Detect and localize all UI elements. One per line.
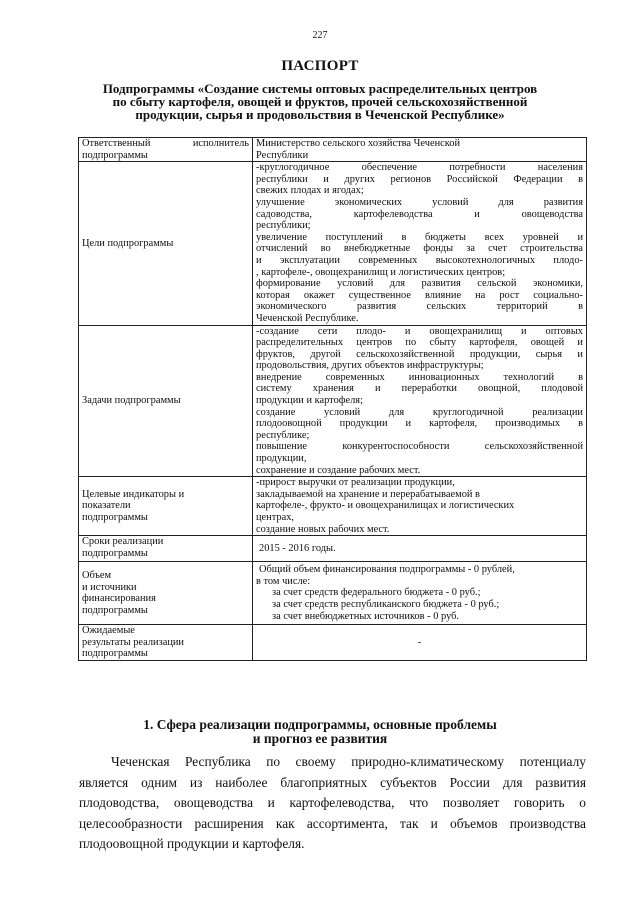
goals-line: отчислений во внебюджетные фонды за счет строительства [256,243,583,255]
indicators-value [253,477,587,536]
indicators-line: создание новых рабочих мест. [256,523,390,535]
row-terms [79,536,587,562]
funding-label-line: финансирования [82,593,156,605]
goals-line: республики и других регионов Российской Федерации в [256,173,583,185]
results-label-line: результаты реализации [82,636,184,648]
row-tasks [79,325,587,477]
tasks-label: Задачи подпрограммы [79,325,253,477]
goals-line: увеличение поступлений в бюджеты всех уровней и [256,231,583,243]
indicators-line: -прирост выручки от реализации продукции, [256,477,455,489]
funding-label-line: Объем [82,569,112,581]
goals-line: формирование условий для развития сельской экономики, [256,278,583,290]
goals-value [253,162,587,325]
goals-line: которая окажет существенное влияние на рост социально- [256,289,583,301]
goals-line: , картофеле-, овощехранилищ и логистических центров; [256,266,506,278]
responsible-value-line: Министерство сельского хозяйства Чеченской [256,138,461,149]
indicators-line: картофеле-, фрукто- и овощехранилищах и логистических [256,500,515,512]
document-title: ПАСПОРТ [281,58,359,74]
results-label-line: Ожидаемые [82,625,135,637]
goals-line: -круглогодичное обеспечение потребности населения [256,162,583,174]
tasks-line: -создание сети плодо- и овощехранилищ и оптовых [256,325,583,337]
goals-label: Цели подпрограммы [79,162,253,325]
tasks-line: внедрение современных инновационных технологий в [256,371,583,383]
tasks-line: плодоовощной продукции и картофеля, производимых в [256,418,583,430]
subtitle-line: по сбыту картофеля, овощей и фруктов, прочей сельскохозяйственной [112,94,528,109]
terms-label [79,536,253,562]
tasks-line: продовольствия, других объектов инфраструктуры; [256,360,484,372]
funding-label-line: подпрограммы [82,604,148,616]
tasks-line: продукции, [256,453,307,465]
terms-line: 2015 - 2016 годы. [259,542,336,554]
body-line: плодоводства, овощеводства и картофелеводства, что позволяет говорить о [79,795,586,811]
terms-label-line: Сроки реализации [82,536,164,548]
indicators-label-line: показатели [82,500,131,512]
row-responsible [79,138,587,162]
results-label [79,625,253,661]
goals-line: садоводства, картофелеводства и овощеводства [256,208,583,220]
funding-line: за счет внебюджетных источников - 0 руб. [272,610,460,622]
section-title [80,718,560,746]
page-number: 227 [312,30,328,41]
goals-line: республики; [256,220,311,232]
indicators-label-line: подпрограммы [82,512,148,523]
funding-line: Общий объем финансирования подпрограммы - 0 рублей, [259,564,515,576]
responsible-label-line: подпрограммы [82,149,148,161]
subtitle-line: продукции, сырья и продовольствия в Чеченской Республике» [135,107,505,122]
row-results [79,625,587,661]
tasks-line: повышение конкурентоспособности сельскохозяйственной [256,441,583,453]
goals-line: свежих плодах и ягодах; [256,185,364,197]
funding-label-line: и источники [82,581,137,593]
row-indicators [79,477,587,536]
funding-value [253,562,587,625]
body-line: Чеченская Республика по своему природно-климатическому потенциалу [111,754,586,769]
responsible-value-line: Республики [256,149,309,161]
document-subtitle [60,82,580,121]
funding-label [79,562,253,625]
body-paragraph [79,752,586,855]
indicators-label [79,477,253,536]
results-value: - [253,625,587,661]
section-title-line: и прогноз ее развития [252,731,388,746]
responsible-label-line: Ответственный исполнитель [82,138,249,149]
row-funding [79,562,587,625]
tasks-line: республике; [256,429,310,441]
terms-label-line: подпрограммы [82,547,148,559]
results-label-line: подпрограммы [82,648,148,660]
terms-value [253,536,587,562]
indicators-label-line: Целевые индикаторы и [82,488,185,500]
tasks-line: фруктов, другой сельскохозяйственной продукции, сырья и [256,348,583,360]
funding-line: в том числе: [256,575,311,587]
funding-line: за счет средств республиканского бюджета - 0 руб.; [272,598,500,610]
tasks-line: распределительных центров по сбыту картофеля, овощей и [256,337,583,349]
goals-line: улучшение экономических условий для развития [256,196,583,208]
goals-line: и эксплуатации современных высокотехнологичных плодо- [256,254,583,266]
tasks-line: сохранение и создание рабочих мест. [256,464,421,476]
subtitle-line: Подпрограммы «Создание системы оптовых распределительных центров [102,81,538,96]
row-goals [79,162,587,325]
section-title-line: 1. Сфера реализации подпрограммы, основные проблемы [143,717,497,732]
responsible-label [79,138,253,162]
tasks-line: продукции и картофеля; [256,395,363,407]
tasks-value [253,325,587,477]
funding-line: за счет средств федерального бюджета - 0 руб.; [272,587,481,599]
tasks-line: создание условий для круглогодичной реализации [256,406,583,418]
indicators-line: закладываемой на хранение и перерабатываемой в [256,488,480,500]
body-line: плодоовощной продукции и картофеля. [79,836,305,852]
responsible-value [253,138,587,162]
goals-line: экономического развития сельских территорий в [256,301,583,313]
passport-table [78,137,587,661]
body-line: целесообразности расширения как ассортимента, так и объемов производства [79,815,586,831]
indicators-line: центрах, [256,512,295,523]
goals-line: Чеченской Республике. [256,312,359,324]
tasks-line: систему хранения и переработки овощной, плодовой [256,383,583,395]
body-line: является одним из наиболее благоприятных субъектов России для развития [79,774,586,790]
